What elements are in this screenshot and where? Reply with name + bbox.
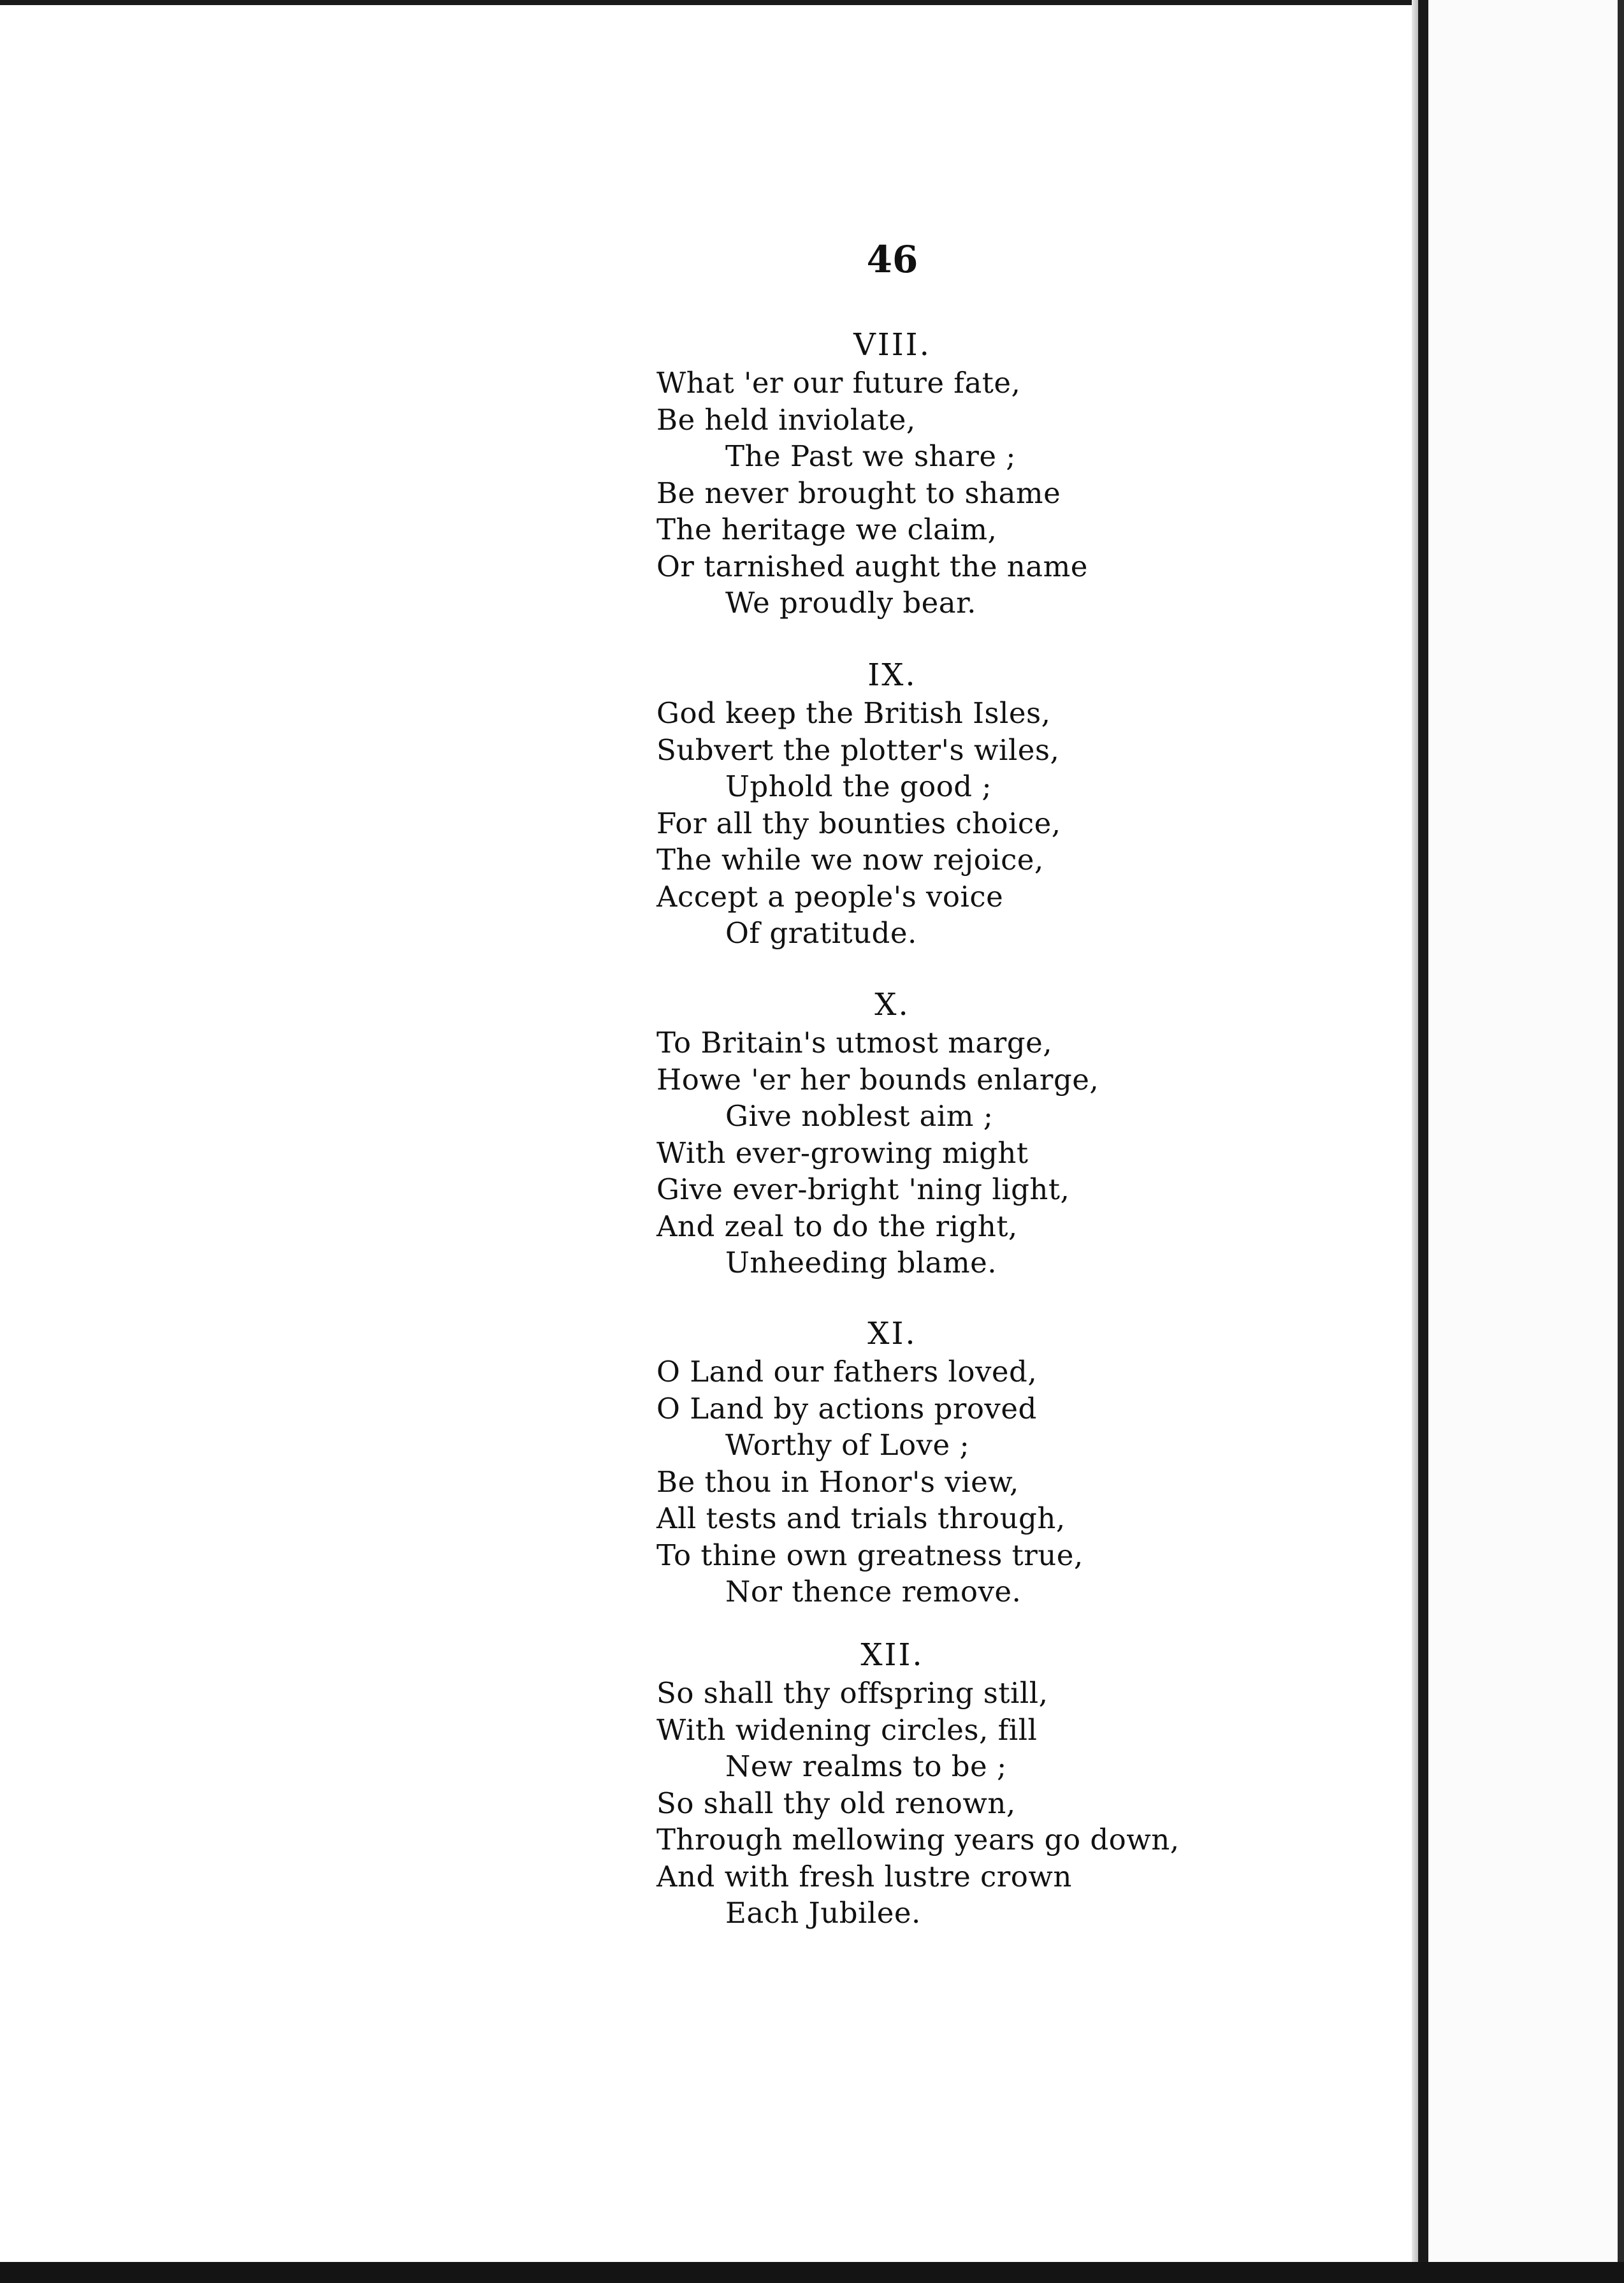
verse-line: O Land our fathers loved,: [656, 1355, 1038, 1389]
verse-line-indented: Uphold the good ;: [725, 770, 992, 803]
verse-line: With widening circles, fill: [656, 1712, 1038, 1747]
verse-line: And with fresh lustre crown: [656, 1859, 1072, 1893]
verse-line-indented: Give noblest aim ;: [725, 1099, 994, 1133]
stanza-viii: [656, 325, 1389, 622]
stanza-xi: [656, 1314, 1389, 1610]
verse-line: What 'er our future fate,: [656, 366, 1021, 400]
verse-line-indented: Worthy of Love ;: [725, 1428, 970, 1462]
verse-line-indented: Unheeding blame.: [725, 1246, 997, 1280]
verse-line: Be thou in Honor's view,: [656, 1464, 1019, 1499]
verse-line: God keep the British Isles,: [656, 696, 1051, 730]
page-edge-shadow: [1412, 0, 1418, 2283]
scan-artifact: [0, 1696, 45, 1830]
stanza-x: [656, 985, 1389, 1281]
verse-line: So shall thy old renown,: [656, 1786, 1016, 1820]
verse-line-indented: We proudly bear.: [725, 586, 976, 620]
verse-line: Be held inviolate,: [656, 402, 916, 437]
verse-line: So shall thy offspring still,: [656, 1676, 1048, 1710]
scan-right-border: [1618, 0, 1624, 2283]
stanza-heading: VIII.: [853, 327, 931, 363]
verse-line: All tests and trials through,: [656, 1501, 1066, 1535]
verse-line: And zeal to do the right,: [656, 1209, 1018, 1243]
verse-line: Be never brought to shame: [656, 476, 1061, 510]
stanza-ix: [656, 655, 1389, 952]
verse-line: For all thy bounties choice,: [656, 806, 1061, 840]
verse-line-indented: New realms to be ;: [725, 1749, 1007, 1783]
verse-line-indented: The Past we share ;: [725, 439, 1016, 473]
verse-line-indented: Of gratitude.: [725, 916, 917, 950]
verse-line-indented: Nor thence remove.: [725, 1575, 1022, 1608]
verse-line: Through mellowing years go down,: [656, 1823, 1180, 1856]
verse-line: Or tarnished aught the name: [656, 549, 1088, 583]
verse-line: The while we now rejoice,: [656, 843, 1044, 877]
scan-bottom-border: [0, 2262, 1624, 2283]
verse-line: The heritage we claim,: [656, 513, 997, 546]
book-binding-strip: [1418, 0, 1428, 2283]
verse-line: Accept a people's voice: [656, 879, 1004, 914]
stanza-heading: X.: [874, 987, 910, 1023]
facing-page-edge: [1428, 0, 1624, 2283]
scan-top-border: [0, 0, 1624, 5]
verse-line: With ever-growing might: [656, 1135, 1029, 1170]
stanza-heading: IX.: [867, 657, 917, 693]
verse-line: To Britain's utmost marge,: [656, 1026, 1053, 1060]
stanza-heading: XII.: [860, 1637, 924, 1673]
page-number: 46: [866, 238, 918, 281]
verse-line: To thine own greatness true,: [656, 1538, 1084, 1572]
verse-line-indented: Each Jubilee.: [725, 1896, 921, 1930]
verse-line: O Land by actions proved: [656, 1391, 1037, 1426]
stanza-heading: XI.: [867, 1316, 917, 1352]
verse-line: Howe 'er her bounds enlarge,: [656, 1062, 1099, 1097]
verse-line: Subvert the plotter's wiles,: [656, 733, 1060, 767]
verse-line: Give ever-bright 'ning light,: [656, 1172, 1070, 1206]
stanza-xii: [656, 1635, 1389, 1932]
